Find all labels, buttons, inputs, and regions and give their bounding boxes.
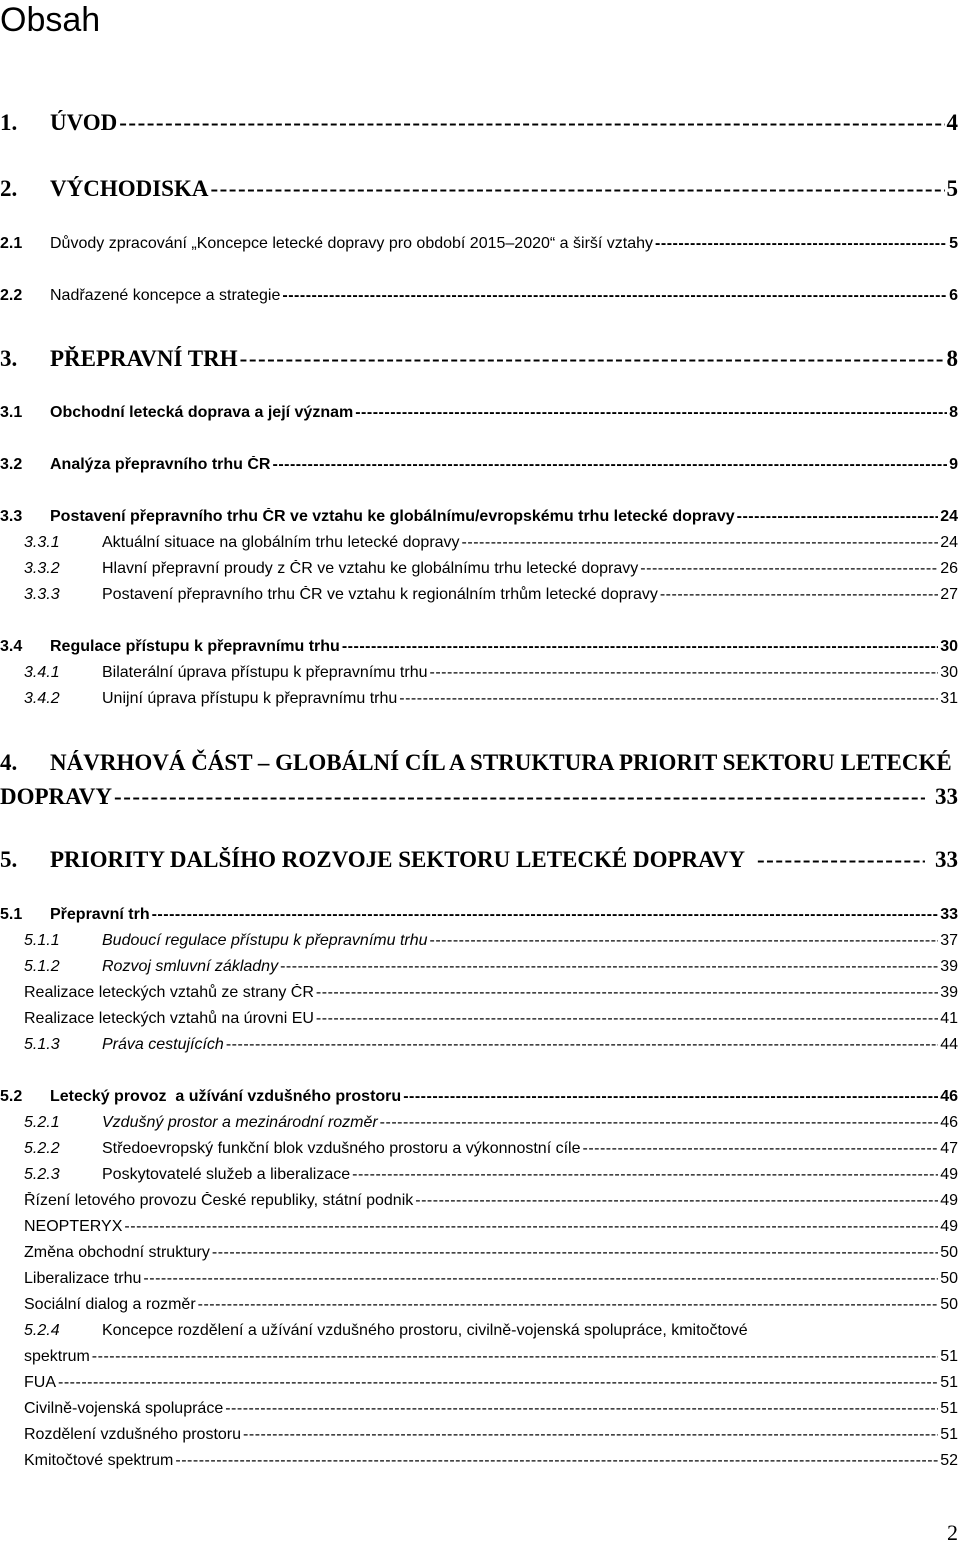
toc-label: NÁVRHOVÁ ČÁST – GLOBÁLNÍ CÍL A STRUKTURA PRIORIT SEKTORU LETECKÉ [50,750,952,775]
toc-label: Obchodní letecká doprava a její význam [50,404,354,421]
toc-leader [462,534,939,552]
toc-entry-2-1[interactable] [0,235,958,253]
toc-label: Liberalizace trhu [24,1270,142,1287]
toc-leader [316,1010,938,1028]
toc-label: Hlavní přepravní proudy z ČR ve vztahu ke globálnímu trhu letecké dopravy [102,560,639,577]
toc-page: 46 [940,1114,958,1131]
toc-leader [282,287,947,305]
toc-page: 41 [940,1010,958,1027]
toc-page: 5 [949,235,958,252]
toc-entry-5-2-3[interactable] [24,1166,958,1184]
toc-label: Vzdušný prostor a mezinárodní rozměr [102,1114,378,1131]
toc-page: 5 [946,176,958,201]
toc-label: Řízení letového provozu České republiky, státní podnik [24,1192,414,1209]
toc-label: Změna obchodní struktury [24,1244,210,1261]
toc-leader [210,176,944,202]
toc-leader [240,346,945,372]
toc-entry-3-4[interactable] [0,638,958,656]
toc-page: 49 [940,1192,958,1209]
toc-number: 5.2.1 [24,1114,60,1131]
toc-page: 27 [940,586,958,603]
toc-label: Postavení přepravního trhu ČR ve vztahu k regionálním trhům letecké dopravy [102,586,658,603]
toc-label: Rozdělení vzdušného prostoru [24,1426,242,1443]
toc-label: Bilaterální úprava přístupu k přepravnímu trhu [102,664,428,681]
toc-leader [430,932,939,950]
toc-entry-socialni[interactable] [24,1296,958,1314]
toc-page: 49 [940,1166,958,1183]
toc-label: ÚVOD [50,110,118,135]
toc-leader [316,984,938,1002]
toc-entry-5-2-4[interactable] [24,1322,958,1340]
toc-leader [272,456,947,474]
toc-entry-5-1-1[interactable] [24,932,958,950]
toc-label: Důvody zpracování „Koncepce letecké dopravy pro období 2015–2020“ a širší vztahy [50,235,654,252]
toc-page: 51 [940,1348,958,1365]
toc-leader [119,110,944,136]
toc-label: Rozvoj smluvní základny [102,958,279,975]
toc-label: Středoevropský funkční blok vzdušného prostoru a výkonnostní cíle [102,1140,581,1157]
toc-leader [114,784,925,810]
toc-number: 3.4.1 [24,664,60,681]
toc-label: FUA [24,1374,56,1391]
toc-leader [92,1348,938,1366]
toc-page: 33 [940,906,958,923]
toc-entry-4-line1[interactable] [0,750,952,776]
toc-number: 5. [0,847,18,872]
toc-entry-3-3-2[interactable] [24,560,958,578]
toc-label: Letecký provoz a užívání vzdušného prostoru [50,1088,402,1105]
toc-leader [380,1114,939,1132]
toc-leader [342,638,938,656]
toc-entry-liberalizace[interactable] [24,1270,958,1288]
toc-number: 3.3.1 [24,534,60,551]
toc-label: DOPRAVY [0,784,113,809]
toc-leader [655,235,947,253]
toc-entry-kmitoctove[interactable] [24,1452,958,1470]
toc-leader [660,586,938,604]
toc-leader [212,1244,938,1262]
toc-leader [582,1140,938,1158]
toc-number: 5.2.4 [24,1322,60,1339]
toc-page: 49 [940,1218,958,1235]
toc-label: Kmitočtové spektrum [24,1452,174,1469]
toc-entry-4-line2[interactable] [0,784,958,810]
toc-entry-rizeni[interactable] [24,1192,958,1210]
page-title: Obsah [0,1,101,39]
toc-page: 30 [940,664,958,681]
toc-page: 6 [949,287,958,304]
toc-leader [243,1426,938,1444]
toc-number: 3.4.2 [24,690,60,707]
toc-label: Aktuální situace na globálním trhu letecké dopravy [102,534,460,551]
toc-leader [757,847,925,873]
toc-page: 52 [940,1452,958,1469]
toc-entry-3-1[interactable] [0,404,958,422]
toc-number: 5.2.3 [24,1166,60,1183]
toc-entry-realizace-eu[interactable] [24,1010,958,1028]
toc-label: Postavení přepravního trhu ČR ve vztahu ke globálnímu/evropskému trhu letecké dopravy [50,508,735,525]
toc-label: Analýza přepravního trhu ČR [50,456,271,473]
toc-page: 4 [946,110,958,135]
toc-leader [58,1374,938,1392]
toc-entry-5-2-2[interactable] [24,1140,958,1158]
toc-leader [430,664,939,682]
toc-entry-civilne[interactable] [24,1400,958,1418]
toc-leader [175,1452,938,1470]
toc-label: Nadřazené koncepce a strategie [50,287,281,304]
toc-leader [352,1166,938,1184]
toc-number: 2. [0,176,18,201]
toc-page: 51 [940,1426,958,1443]
toc-page: 39 [940,958,958,975]
toc-page: 24 [940,534,958,551]
toc-page: 9 [949,456,958,473]
toc-number: 1. [0,110,18,135]
toc-leader [399,690,938,708]
toc-number: 2.1 [0,235,23,252]
toc-entry-3-4-1[interactable] [24,664,958,682]
toc-number: 5.1.3 [24,1036,60,1053]
toc-number: 4. [0,750,18,775]
toc-page: 50 [940,1270,958,1287]
page-number: 2 [947,1520,958,1545]
toc-page: 33 [935,847,958,872]
toc-label: spektrum [24,1348,90,1365]
toc-leader [355,404,947,422]
toc-number: 3.3 [0,508,23,525]
toc-entry-neopteryx[interactable] [24,1218,958,1236]
toc-entry-rozdeleni[interactable] [24,1426,958,1444]
toc-label: Budoucí regulace přístupu k přepravnímu trhu [102,932,428,949]
toc-entry-5-1-2[interactable] [24,958,958,976]
toc-label: Poskytovatelé služeb a liberalizace [102,1166,351,1183]
toc-number: 5.1 [0,906,23,923]
toc-label: Realizace leteckých vztahů na úrovni EU [24,1010,314,1027]
toc-label: Práva cestujících [102,1036,224,1053]
toc-label: Civilně-vojenská spolupráce [24,1400,224,1417]
toc-page: 30 [940,638,958,655]
toc-number: 3. [0,346,18,371]
toc-page: 8 [946,346,958,371]
toc-label: Unijní úprava přístupu k přepravnímu trhu [102,690,398,707]
toc-page: 33 [935,784,958,809]
toc-page: 37 [940,932,958,949]
toc-label: Sociální dialog a rozměr [24,1296,196,1313]
toc-number: 3.3.3 [24,586,60,603]
toc-label: Realizace leteckých vztahů ze strany ČR [24,984,314,1001]
toc-number: 3.4 [0,638,23,655]
toc-page: 24 [940,508,958,525]
toc-label: Přepravní trh [50,906,150,923]
toc-leader [143,1270,938,1288]
toc-leader [152,906,939,924]
toc-entry-5-2[interactable] [0,1088,958,1106]
toc-number: 2.2 [0,287,23,304]
toc-page: 50 [940,1296,958,1313]
toc-entry-spektrum[interactable] [24,1348,958,1366]
toc-leader [415,1192,938,1210]
toc-number: 3.3.2 [24,560,60,577]
toc-page: 26 [940,560,958,577]
toc-entry-2-2[interactable] [0,287,958,305]
toc-entry-1[interactable] [0,110,958,136]
toc-leader [225,1400,938,1418]
toc-number: 5.2 [0,1088,23,1105]
toc-entry-3-2[interactable] [0,456,958,474]
toc-entry-fua[interactable] [24,1374,958,1392]
toc-label: VÝCHODISKA [50,176,209,201]
toc-number: 3.1 [0,404,23,421]
toc-leader [226,1036,938,1054]
toc-page: 44 [940,1036,958,1053]
toc-leader [403,1088,938,1106]
toc-number: 5.1.1 [24,932,60,949]
toc-entry-realizace-cr[interactable] [24,984,958,1002]
toc-number: 5.1.2 [24,958,60,975]
toc-entry-2[interactable] [0,176,958,202]
toc-entry-zmena[interactable] [24,1244,958,1262]
toc-entry-5-1-3[interactable] [24,1036,958,1054]
toc-page: 46 [940,1088,958,1105]
toc-number: 3.2 [0,456,23,473]
toc-page: 47 [940,1140,958,1157]
toc-leader [640,560,938,578]
toc-entry-5-2-1[interactable] [24,1114,958,1132]
toc-page: 39 [940,984,958,1001]
toc-leader [280,958,938,976]
toc-page: 51 [940,1400,958,1417]
toc-page: 51 [940,1374,958,1391]
toc-page: 8 [949,404,958,421]
toc-leader [124,1218,938,1236]
toc-entry-3[interactable] [0,346,958,372]
toc-entry-3-4-2[interactable] [24,690,958,708]
toc-page: 31 [940,690,958,707]
toc-label: NEOPTERYX [24,1218,123,1235]
toc-leader [198,1296,939,1314]
toc-entry-3-3-1[interactable] [24,534,958,552]
toc-entry-5[interactable] [0,847,958,873]
toc-entry-5-1[interactable] [0,906,958,924]
toc-entry-3-3[interactable] [0,508,958,526]
toc-label: PRIORITY DALŠÍHO ROZVOJE SEKTORU LETECKÉ DOPRAVY [50,847,745,872]
toc-leader [737,508,939,526]
toc-label: Koncepce rozdělení a užívání vzdušného prostoru, civilně-vojenská spolupráce, kmitočtové [102,1322,748,1339]
toc-entry-3-3-3[interactable] [24,586,958,604]
toc-page: 50 [940,1244,958,1261]
toc-label: PŘEPRAVNÍ TRH [50,346,238,371]
toc-number: 5.2.2 [24,1140,60,1157]
toc-label: Regulace přístupu k přepravnímu trhu [50,638,340,655]
